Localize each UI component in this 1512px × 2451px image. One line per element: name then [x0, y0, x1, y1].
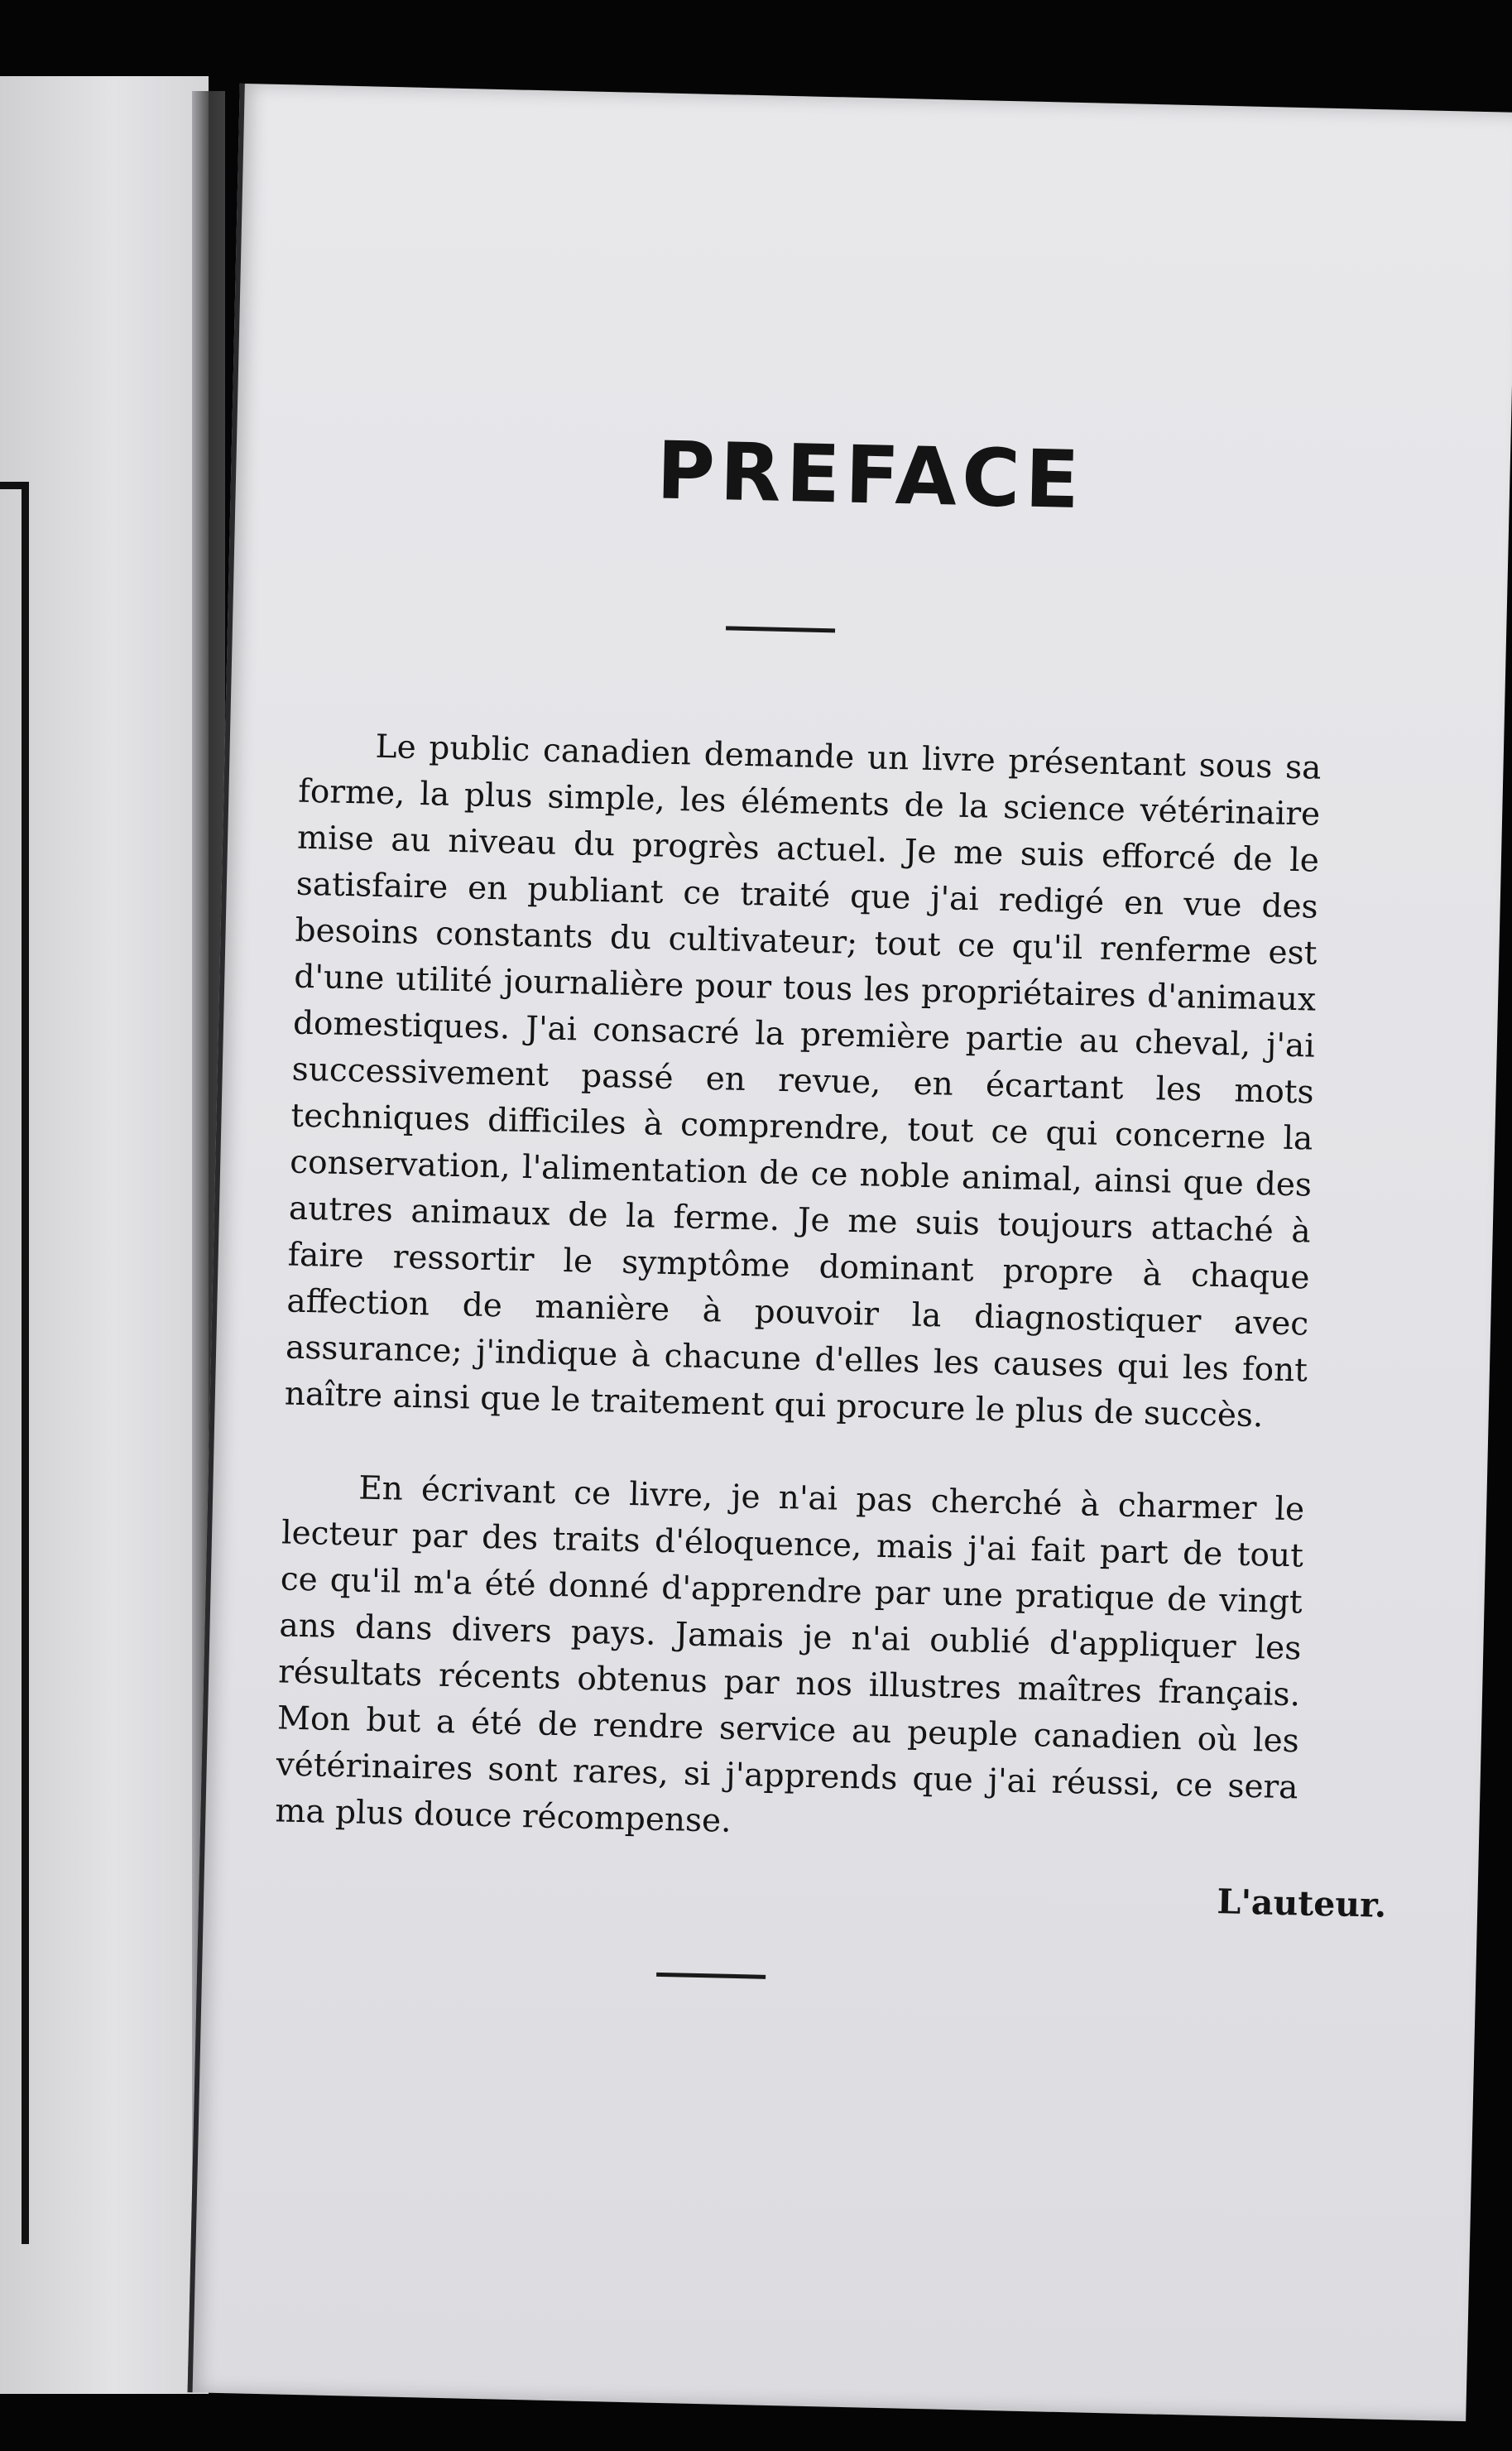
closing-divider — [656, 1973, 766, 1979]
paragraph-2: En écrivant ce livre, je n'ai pas cherché à charmer le lecteur par des traits d'éloquence, mais j'ai fait part de tout ce qu'il m'a été donné d'apprendre par une pratique de vingt ans dans divers pays. Jamais je n'ai oublié d'appliquer les résultats récents obtenus par nos illustres maîtres français. Mon but a été de rendre service au peuple canadien où les vétérinaires sont rares, si j'apprends que j'ai réussi, ce sera ma plus douce récompense. — [274, 1469, 1305, 1840]
page-title: PREFACE — [655, 424, 1086, 527]
preface-body — [275, 723, 1322, 1858]
preface-page — [188, 84, 1512, 2421]
facing-page — [0, 76, 209, 2394]
facing-page-frame-border — [0, 482, 29, 2244]
author-signature: L'auteur. — [1217, 1882, 1387, 1925]
paragraph-1: Le public canadien demande un livre présentant sous sa forme, la plus simple, les éléments de la science vétérinaire mise au niveau du progrès actuel. Je me suis efforcé de le satisfaire en publiant ce traité que j'ai redigé en vue des besoins constants du cultivateur; tout ce qu'il renferme est d'une utilité journalière pour tous les propriétaires d'animaux domestiques. J'ai consacré la première partie au cheval, j'ai successivement passé en revue, en écartant les mots techniques difficiles à comprendre, tout ce qui concerne la conservation, l'alimentation de ce noble animal, ainsi que des autres animaux de la ferme. Je me suis toujours attaché à faire ressortir le symptôme dominant propre à chaque affection de manière à pouvoir la diagnostiquer avec assurance; j'indique à chacune d'elles les causes qui les font naître ainsi que le traitement qui procure le plus de succès. — [284, 728, 1322, 1435]
title-divider — [726, 626, 835, 632]
